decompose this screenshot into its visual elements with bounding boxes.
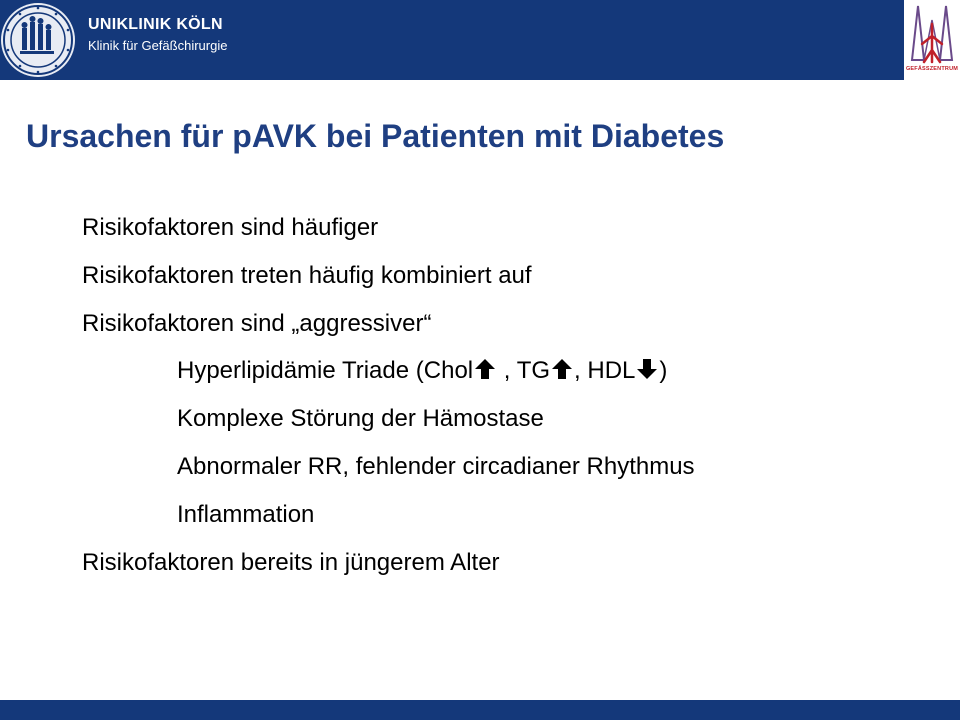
list-item: Risikofaktoren bereits in jüngerem Alter [82, 549, 500, 576]
slide-title: Ursachen für pAVK bei Patienten mit Diabetes [26, 118, 725, 154]
list-item: Inflammation [177, 501, 315, 528]
hyperlipidemia-part-1: Hyperlipidämie Triade (Chol [177, 357, 474, 384]
up-arrow-icon [473, 357, 497, 381]
header-bar [0, 0, 960, 80]
list-item: Risikofaktoren treten häufig kombiniert auf [82, 262, 532, 289]
vascular-center-logo-icon [904, 0, 960, 94]
list-item: Risikofaktoren sind „aggressiver“ [82, 310, 432, 337]
hyperlipidemia-part-3: , HDL [574, 357, 636, 384]
hyperlipidemia-part-2: , TG [497, 357, 551, 384]
center-logo-text: GEFÄSSZENTRUM [905, 66, 959, 72]
org-name: UNIKLINIK KÖLN [88, 16, 223, 33]
brand-block [88, 16, 227, 54]
department-name: Klinik für Gefäßchirurgie [88, 38, 228, 53]
hyperlipidemia-part-4: ) [659, 357, 668, 384]
university-seal-icon [0, 0, 80, 80]
list-item: Komplexe Störung der Hämostase [177, 405, 544, 432]
down-arrow-icon [635, 357, 659, 381]
footer-bar [0, 700, 960, 720]
up-arrow-icon [550, 357, 574, 381]
list-item-hyperlipidemia [177, 356, 667, 386]
list-item: Abnormaler RR, fehlender circadianer Rhythmus [177, 453, 695, 480]
list-item: Risikofaktoren sind häufiger [82, 214, 379, 241]
